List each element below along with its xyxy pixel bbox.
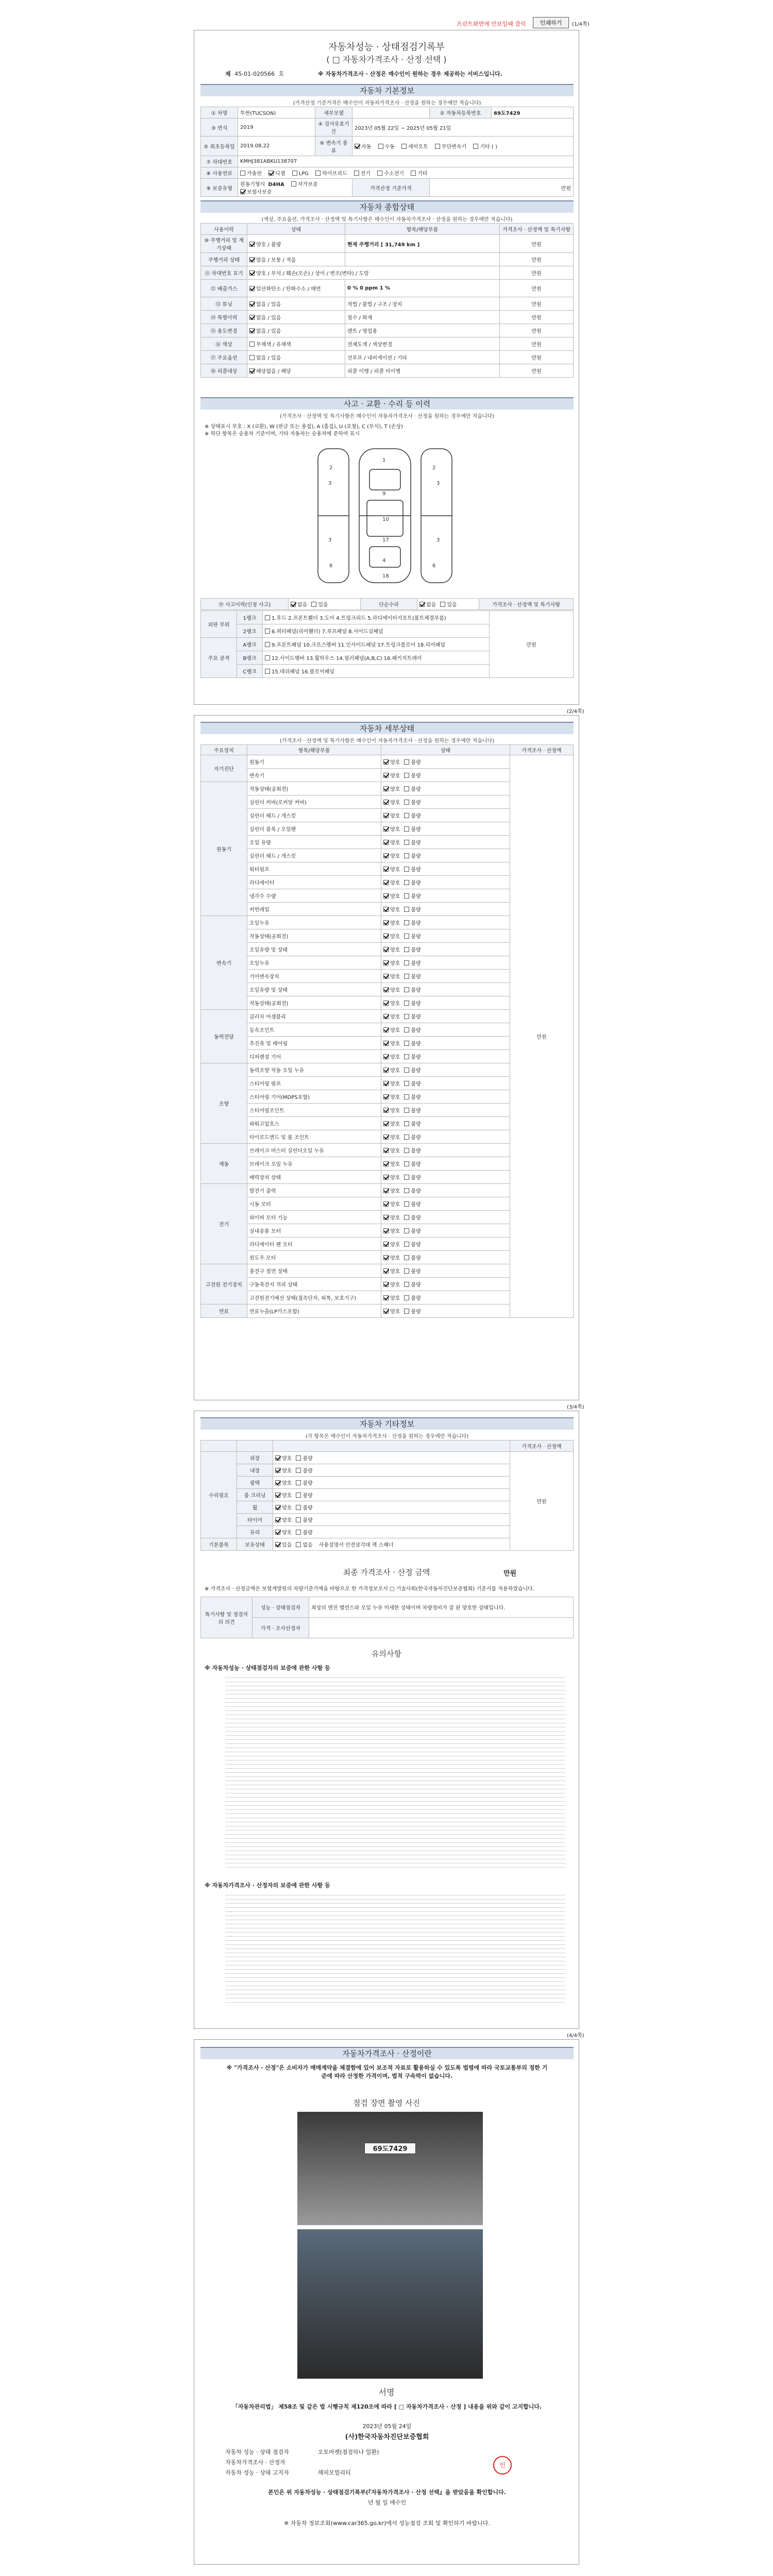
signature-text: 「자동차관리법」 제58조 및 같은 법 시행규칙 제120조에 따라 [ □ 자동차가격조사 · 산정 ] 내용을 위와 같이 고지합니다.: [232, 2403, 542, 2410]
page-1: [194, 30, 579, 705]
table-row: 와이퍼 모터 기능 양호 불량: [201, 1211, 574, 1224]
detail-table: 주요장치 항목/해당부품 상태 가격조사 · 산정액 자기진단 원동기 양호 불량 만원 변속기 양호 불량 원동기 작동상태(공회전) 양호 불량 실린더 커버(로커암 커버) 양호 불량 실린더 헤드 / 개스킷 양호 불량 실린더 블록 / 오일팬 양호 불량 오일 유량 양호 불량 실린더 헤드 / 개스킷 양호 불량 워터펌프 양호 불량 라디에이터 양호 불량 냉각수 수량 양호 불량 커먼레일 양호 불량 변속기 오일누유 양호 불량 작동상태(공회전) 양호 불량 오일유량 및 상태 양호 불량 오일누유 양호 불량 기어변속장치 양호 불량 오일유량 및 상태 양호 불량 작동상태(공회전) 양호 불량 동력전달 클러치 어셈블리 양호 불량 등속조인트 양호 불량 추진축 및 베어링 양호 불량 디퍼렌셜 기어 양호 불량 조향 동력조향 작동 오일 누유 양호 불량 스티어링 펌프 양호 불량 스티어링 기어(MDPS포함) 양호 불량 스티어링조인트 양호 불량 파워고압호스 양호 불량 타이로드엔드 및 볼 조인트 양호 불량 제동 브레이크 마스터 실린더오일 누유 양호 불량 브레이크 오일 누유 양호 불량 배력장치 상태 양호 불량 전기 발전기 출력 양호 불량 시동 모터 양호 불량 와이퍼 모터 기능 양호 불량 실내송풍 모터 양호 불량 라디에이터 팬 모터 양호 불량 윈도우 모터 양호 불량 고전원 전기장치 충전구 절연 상태 양호 불량 구동축전지 격리 상태 양호 불량 고전원전기배선 상태(접속단자, 피복, 보호기구) 양호 불량 연료 연료누출(LP가스포함) 양호 불량: [200, 744, 574, 1318]
photo-title: 점검 장면 촬영 사진: [352, 2098, 421, 2108]
table-row: 작동상태(공회전) 양호 불량: [201, 996, 574, 1010]
table-row: 추진축 및 베어링 양호 불량: [201, 1037, 574, 1050]
svg-text:1: 1: [382, 457, 386, 463]
accident-note: (가격조사 · 산정액 및 특기사항은 매수인이 자동차가격조사 · 산정을 원하는 경우에만 적습니다): [279, 414, 495, 419]
table-row: 타이로드엔드 및 볼 조인트 양호 불량: [201, 1130, 574, 1144]
plate-label: 69도7429: [364, 2143, 416, 2154]
receipt-text: 본인은 위 자동차성능 · 상태점검기록부(『자동차가격조사 · 산정 선택』을 받았음을 확인합니다.: [268, 2489, 506, 2496]
table-row: 작동상태(공회전) 양호 불량: [201, 929, 574, 943]
svg-text:3: 3: [436, 481, 440, 486]
final-price-unit: 만원: [503, 1570, 517, 1578]
company-name: (사)한국자동차진단보증협회: [345, 2433, 429, 2441]
footer-note: ※ 자동차 정보조회(www.car365.go.kr)에서 성능점검 조회 및 확인하기 바랍니다.: [284, 2520, 490, 2527]
table-row: 조향 동력조향 작동 오일 누유 양호 불량: [201, 1063, 574, 1077]
table-row: 브레이크 오일 누유 양호 불량: [201, 1157, 574, 1171]
table-row: 구동축전지 격리 상태 양호 불량: [201, 1278, 574, 1291]
doc-subtitle: ( □ 자동차가격조사 · 산정 선택 ): [326, 55, 447, 64]
page-indicator-3: (3/4쪽): [567, 1404, 584, 1410]
status-note: (색상, 주요옵션, 가격조사 · 산정액 및 특기사항은 매수인이 자동차가격조사 · 산정을 원하는 경우에만 적습니다): [261, 217, 513, 223]
accident-header: 사고 · 교환 · 수리 등 이력: [200, 397, 574, 410]
other-note: (각 항목은 매수인이 자동차가격조사 · 산정을 원하는 경우에만 적습니다): [305, 1434, 469, 1439]
table-row: 변속기 양호 불량: [201, 769, 574, 782]
inspection-photo-lift: [297, 2229, 483, 2379]
doc-number: 제 45-01-020566 호: [225, 71, 284, 77]
basic-info-table: ① 차명 투싼(TUCSON) 세부모델 ② 자동차등록번호 69도7429 ③ 연식 2019 ④ 검사유효기간 2023년 05월 22일 ~ 2025년 05월 21일 ⑤ 최초등록일 2019.08.22 ⑥ 변속기 종류 자동 수동 세미오토 무단변속기 기타 ( ) ⑦ 차대번호 KMHJ381ABKU138707 ⑧ 사용연료 가솔린 디젤 LPG 하이브리드 전기 수소전기 기타 ⑨ 보증유형 원동기형식 D4HA 자가보증 보험사보증 가격산정 기준가격 만원: [200, 107, 574, 197]
table-row: 시동 모터 양호 불량: [201, 1197, 574, 1211]
svg-text:10: 10: [382, 517, 389, 522]
table-row: 변속기 오일누유 양호 불량: [201, 916, 574, 929]
svg-text:3: 3: [436, 537, 440, 543]
table-row: ⑬ 튜닝 없음 / 있음 적법 / 불법 / 구조 / 장치 만원: [201, 297, 574, 311]
svg-text:4: 4: [382, 558, 386, 564]
table-row: ⑱ 리콜대상 해당없음 / 해당 리콜 이행 / 리콜 미이행 만원: [201, 364, 574, 378]
table-row: 자기진단 원동기 양호 불량 만원: [201, 755, 574, 769]
table-row: 고전원전기배선 상태(접속단자, 피복, 보호기구) 양호 불량: [201, 1291, 574, 1304]
notice-title: 유의사항: [372, 1649, 401, 1658]
svg-text:2: 2: [329, 465, 333, 471]
svg-text:6: 6: [432, 563, 436, 569]
signature-date: 2023년 05월 24일: [362, 2423, 412, 2430]
table-row: 윈도우 모터 양호 불량: [201, 1251, 574, 1264]
table-row: 원동기 작동상태(공회전) 양호 불량: [201, 782, 574, 795]
table-row: 고전원 전기장치 충전구 절연 상태 양호 불량: [201, 1264, 574, 1278]
table-row: 제동 브레이크 마스터 실린더오일 누유 양호 불량: [201, 1144, 574, 1157]
detail-note: (가격조사 · 산정액 및 특기사항은 매수인이 자동차가격조사 · 산정을 원하는 경우에만 적습니다): [279, 738, 495, 744]
table-row: 동력전달 클러치 어셈블리 양호 불량: [201, 1010, 574, 1023]
table-row: 기어변속장치 양호 불량: [201, 970, 574, 983]
table-row: ⑭ 특별이력 없음 / 있음 침수 / 화재 만원: [201, 311, 574, 324]
page-indicator-2: (2/4쪽): [567, 709, 584, 715]
detail-header: 자동차 세부상태: [200, 722, 574, 734]
notice-heading-2: ※ 자동차가격조사 · 산정자의 보증에 관한 사항 등: [205, 1882, 330, 1889]
print-hint-link[interactable]: 프린트화면에 안보일때 클릭: [457, 21, 526, 27]
table-row: 주행거리 상태 많음 / 보통 / 적음 만원: [201, 253, 574, 266]
table-row: 라디에이터 팬 모터 양호 불량: [201, 1238, 574, 1251]
table-row: 냉각수 수량 양호 불량: [201, 889, 574, 903]
table-row: 파워고압호스 양호 불량: [201, 1117, 574, 1130]
table-row: ⑰ 주요옵션 없음 / 있음 선루프 / 내비게이션 / 기타 만원: [201, 351, 574, 364]
top-bar: [0, 15, 773, 31]
table-row: 실린더 헤드 / 개스킷 양호 불량: [201, 849, 574, 862]
table-row: ⑩ 주행거리 및 계기상태 양호 / 불량 현재 주행거리 [ 31,749 km ] 만원: [201, 235, 574, 253]
table-row: 스티어링 펌프 양호 불량: [201, 1077, 574, 1090]
table-row: ⑯ 색상 무채색 / 유채색 전체도색 / 색상변경 만원: [201, 337, 574, 351]
inspection-photo-front: [297, 2112, 483, 2225]
accident-rank-table: 외판 부위 1랭크 1.후드 2.프론트휀더 3.도어 4.트렁크리드 5.라디에이터서포트(볼트체결부품) 만원 2랭크 6.쿼터패널(리어휀더) 7.루프패널 8.사이드실패널 주요 골격 A랭크 9.프론트패널 10.크로스멤버 11.인사이드패널 17.트렁크플로어 18.리어패널 B랭크 12.사이드멤버 13.휠하우스 14.필러패널(A,B,C) 16.패키지트레이 C랭크 15.대쉬패널 16.플로어패널: [200, 611, 574, 678]
table-row: 라디에이터 양호 불량: [201, 876, 574, 889]
table-row: 연료 연료누출(LP가스포함) 양호 불량: [201, 1304, 574, 1318]
svg-text:3: 3: [328, 537, 332, 543]
notice-body-1: [225, 1674, 565, 1870]
status-table: 사용이력 상태 항목/해당부품 가격조사 · 산정액 및 특기사항 ⑩ 주행거리 및 계기상태 양호 / 불량 현재 주행거리 [ 31,749 km ] 만원 주행거리 상태 많음 / 보통 / 적음 만원 ⑪ 차대번호 표기 양호 / 부식 / 훼손(오손) / 상이 / 변조(변타) / 도말 만원 ⑫ 배출가스 일산화탄소 / 탄화수소 / 매연 0 % 0 ppm 1 % 만원 ⑬ 튜닝 없음 / 있음 적법 / 불법 / 구조 / 장치 만원 ⑭ 특별이력 없음 / 있음 침수 / 화재 만원 ⑮ 용도변경 없음 / 있음 렌트 / 영업용 만원 ⑯ 색상 무채색 / 유채색 전체도색 / 색상변경 만원 ⑰ 주요옵션 없음 / 있음 선루프 / 내비게이션 / 기타 만원 ⑱ 리콜대상 해당없음 / 해당 리콜 이행 / 리콜 미이행 만원: [200, 223, 574, 378]
doc-disclaimer: ※ 자동차가격조사 · 산정은 매수인이 원하는 경우 제공하는 서비스입니다.: [318, 71, 502, 77]
signature-title: 서명: [378, 2387, 395, 2397]
table-row: 오일 유량 양호 불량: [201, 836, 574, 849]
pricing-explainer-text: ※ "가격조사 · 산정"은 소비자가 매매계약을 체결함에 있어 보조적 자료로 활용하실 수 있도록 법령에 따라 국토교통부의 정한 기준에 따라 산정한 가격이며, 법적 구속력이 없습니다.: [226, 2064, 548, 2079]
table-row: 스티어링조인트 양호 불량: [201, 1104, 574, 1117]
company-seal: 인: [493, 2456, 512, 2475]
basic-info-header: 자동차 기본정보: [200, 84, 574, 96]
page-2: [194, 715, 579, 1400]
table-row: 커먼레일 양호 불량: [201, 903, 574, 916]
svg-text:9: 9: [382, 491, 386, 497]
page-indicator-4: (4/4쪽): [567, 2033, 584, 2039]
pricing-explainer-header: 자동차가격조사 · 산정이란: [200, 2047, 574, 2059]
svg-text:17: 17: [382, 537, 389, 543]
table-row: 오일유량 및 상태 양호 불량: [201, 943, 574, 956]
table-row: 디퍼렌셜 기어 양호 불량: [201, 1050, 574, 1063]
basic-info-note: (가격산정 기준가격은 매수인이 자동차가격조사 · 산정을 원하는 경우에만 적습니다): [293, 100, 481, 106]
car-diagram: [297, 438, 473, 593]
table-row: 실린더 블록 / 오일팬 양호 불량: [201, 822, 574, 836]
svg-text:6: 6: [329, 563, 333, 569]
notice-heading-1: ※ 자동차성능 · 상태점검자의 보증에 관한 사항 등: [205, 1665, 330, 1671]
other-table: 가격조사 · 산정액 수리필요 외장 양호 불량 만원 내장 양호 불량 광택 양호 불량 룸 크리닝 양호 불량 휠 양호 불량 타이어 양호 불량 유리 양호 불량 기본품목 보유상태 있음 없음 사용설명서 안전삼각대 잭 스패너: [200, 1440, 574, 1551]
table-row: 배력장치 상태 양호 불량: [201, 1171, 574, 1184]
doc-title: 자동차성능 · 상태점검기록부: [328, 42, 445, 53]
svg-text:18: 18: [382, 573, 389, 579]
accident-legend-2: ※ 하단 항목은 승용차 기준이며, 기타 자동차는 승용차에 준하여 표시: [205, 431, 360, 437]
table-row: 오일유량 및 상태 양호 불량: [201, 983, 574, 996]
final-table: 특기사항 및 점검자의 의견 성능 · 상태점검자 최상의 엔진 밸런스와 오일 누유 미세한 상태이며 차량정비가 잘 된 양호한 상태입니다. 가격 · 조사산정자: [200, 1597, 574, 1638]
final-price-note: ※ 가격조사 · 산정금액은 보험개발원의 차량기준가액을 바탕으로 한 가격정보로서 □ 기술사회(한국자동차진단보증협회) 기준서를 적용하였습니다.: [205, 1586, 535, 1592]
print-button[interactable]: 인쇄하기: [533, 17, 569, 28]
table-row: ⑮ 용도변경 없음 / 있음 렌트 / 영업용 만원: [201, 324, 574, 337]
svg-text:3: 3: [328, 481, 332, 486]
page-indicator: (1/4쪽): [572, 22, 590, 27]
table-row: 실내송풍 모터 양호 불량: [201, 1224, 574, 1238]
receipt-sign: 년 월 일 매수인: [367, 2499, 407, 2506]
table-row: ⑫ 배출가스 일산화탄소 / 탄화수소 / 매연 0 % 0 ppm 1 % 만원: [201, 280, 574, 297]
table-row: 실린더 헤드 / 개스킷 양호 불량: [201, 809, 574, 822]
table-row: 실린더 커버(로커암 커버) 양호 불량: [201, 795, 574, 809]
table-row: 오일누유 양호 불량: [201, 956, 574, 970]
notice-body-2: [225, 1891, 565, 2005]
table-row: 스티어링 기어(MDPS포함) 양호 불량: [201, 1090, 574, 1104]
final-price-title: 최종 가격조사 · 산정 금액: [343, 1568, 430, 1577]
page-3: [194, 1411, 579, 2029]
accident-legend: ※ 상태표시 부호 : X (교환), W (판금 또는 용접), A (흠집), U (요철), C (부식), T (손상): [205, 424, 404, 430]
status-header: 자동차 종합상태: [200, 200, 574, 213]
signer-list: 자동차 성능 · 상태 점검자 오토마켓(점검하나 일환) 자동차가격조사 · 산정자 자동차 성능 · 상태 고지자 해피모빌리티: [225, 2449, 379, 2476]
table-row: 등속조인트 양호 불량: [201, 1023, 574, 1037]
svg-text:2: 2: [432, 465, 436, 471]
page-4: [194, 2039, 579, 2565]
other-header: 자동차 기타정보: [200, 1417, 574, 1430]
table-row: 워터펌프 양호 불량: [201, 862, 574, 876]
table-row: ⑪ 차대번호 표기 양호 / 부식 / 훼손(오손) / 상이 / 변조(변타) / 도말 만원: [201, 266, 574, 280]
table-row: 전기 발전기 출력 양호 불량: [201, 1184, 574, 1197]
accident-summary-table: ⑲ 사고이력(인정 사고) 없음 있음 단순수리 없음 있음 가격조사 · 산정액 및 특기사항: [200, 598, 574, 610]
